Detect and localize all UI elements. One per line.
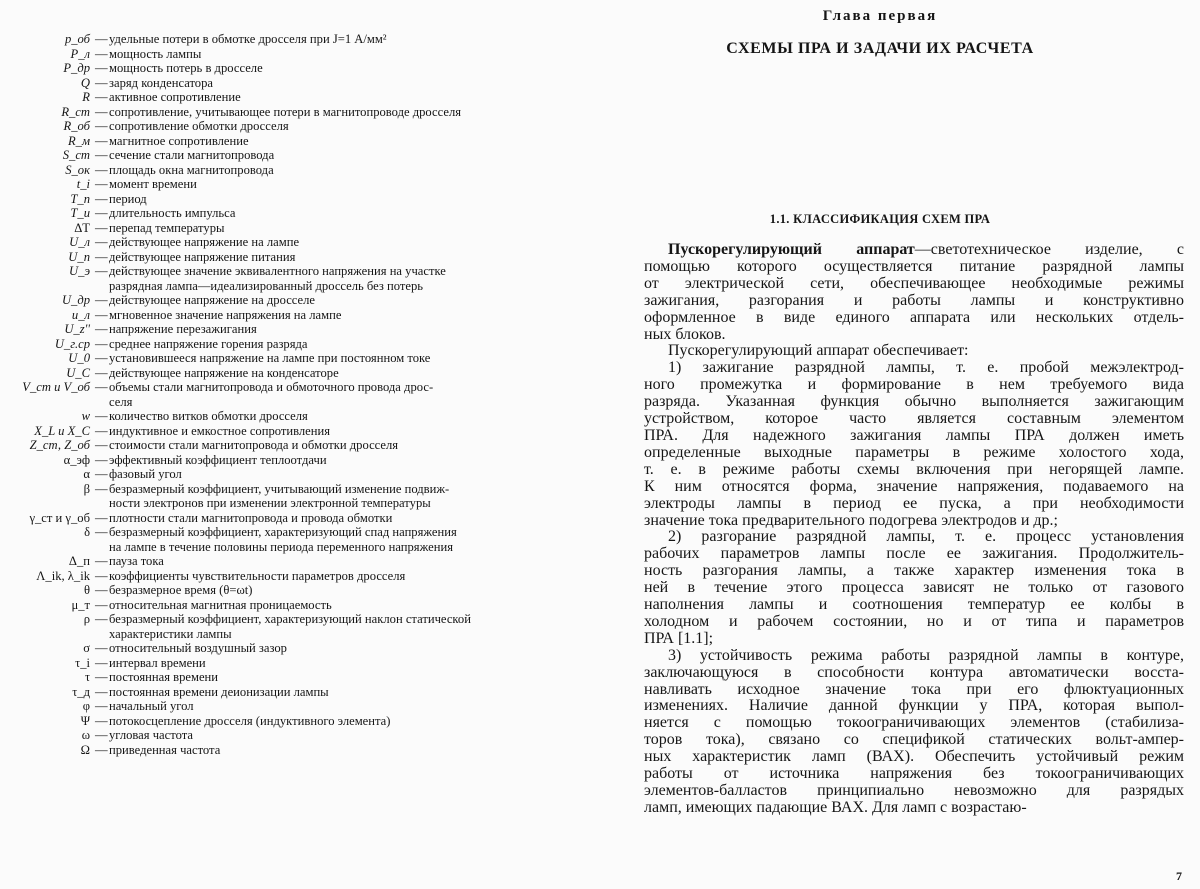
notation-symbol: X_L и X_C xyxy=(34,423,90,438)
notation-description: стоимости стали магнитопровода и обмотки дросселя xyxy=(109,438,399,452)
body-line: ного промежутка и формирование в нем требуемого вида xyxy=(644,376,1184,394)
notation-row xyxy=(0,221,580,236)
notation-dash: — xyxy=(95,713,108,728)
notation-symbol: Ψ xyxy=(80,713,90,728)
notation-description: заряд конденсатора xyxy=(109,75,213,90)
section-title: 1.1. КЛАССИФИКАЦИЯ СХЕМ ПРА xyxy=(769,212,991,226)
notation-row xyxy=(0,351,580,366)
notation-symbol: R_м xyxy=(67,133,90,148)
notation-symbol: S_ст xyxy=(62,148,90,162)
notation-dash: — xyxy=(95,119,108,133)
notation-row xyxy=(0,105,580,120)
chapter-title: СХЕМЫ ПРА И ЗАДАЧИ ИХ РАСЧЕТА xyxy=(726,40,1034,57)
notation-description: фазовый угол xyxy=(109,467,182,481)
notation-symbol: U_др xyxy=(61,293,90,307)
notation-symbol: ω xyxy=(81,728,90,742)
notation-description: среднее напряжение горения разряда xyxy=(109,336,308,351)
body-line: устройством, которое часто является составным элементом xyxy=(644,410,1184,428)
notation-description: начальный угол xyxy=(109,699,194,713)
notation-dash: — xyxy=(95,322,108,336)
notation-symbol: U_э xyxy=(69,264,90,278)
term-bold: Пускорегулирующий аппарат xyxy=(668,241,915,258)
right-page xyxy=(600,0,1200,889)
notation-dash: — xyxy=(95,670,108,684)
notation-row xyxy=(0,525,580,554)
notation-row xyxy=(0,308,580,323)
notation-row xyxy=(0,598,580,613)
notation-description: безразмерный коэффициент, характеризующий спад напряжения на лампе в течение половины периода переменного напряжения xyxy=(109,525,457,554)
notation-row xyxy=(0,714,580,729)
notation-row xyxy=(0,728,580,743)
notation-symbol: R_об xyxy=(63,119,90,133)
notation-symbol: δ xyxy=(84,525,90,539)
body-line: ПРА. Для надежного зажигания лампы ПРА должен иметь xyxy=(644,426,1184,444)
body-line: торов тока), связано со спецификой статических вольт-ампер- xyxy=(644,731,1184,749)
notation-dash: — xyxy=(95,409,108,423)
notation-symbol: R_ст xyxy=(61,104,90,119)
notation-symbol: α xyxy=(83,467,90,481)
notation-row xyxy=(0,163,580,178)
notation-description: плотности стали магнитопровода и провода обмотки xyxy=(109,510,393,525)
notation-row xyxy=(0,47,580,62)
notation-symbol: β xyxy=(83,481,90,496)
notation-description: действующее напряжение на конденсаторе xyxy=(109,365,339,380)
notation-description: постоянная времени деионизации лампы xyxy=(109,684,329,699)
notation-dash: — xyxy=(95,307,108,322)
notation-description: количество витков обмотки дросселя xyxy=(109,409,308,423)
notation-dash: — xyxy=(95,728,108,742)
body-line: значение тока предварительного подогрева электродов и др.; xyxy=(644,511,1058,529)
notation-dash: — xyxy=(95,293,108,307)
notation-description: установившееся напряжение на лампе при постоянном токе xyxy=(109,351,431,365)
notation-row xyxy=(0,453,580,468)
notation-row xyxy=(0,380,580,409)
notation-symbol: τ_д xyxy=(72,684,90,699)
notation-dash: — xyxy=(95,525,108,539)
notation-symbol: p_об xyxy=(64,32,90,46)
notation-symbol: t_i xyxy=(76,177,90,191)
body-line: помощью которого осуществляется питание разрядной лампы xyxy=(644,257,1184,275)
notation-symbol: S_ок xyxy=(65,162,90,177)
body-line: оформленное в виде единого аппарата или нескольких отдель- xyxy=(644,308,1184,326)
notation-row xyxy=(0,192,580,207)
notation-dash: — xyxy=(95,162,108,177)
body-line: ных блоков. xyxy=(644,325,726,343)
body-line: ных характеристик ламп (ВАХ). Обеспечить устойчивый режим xyxy=(644,748,1184,766)
notation-description: сопротивление обмотки дросселя xyxy=(109,119,289,133)
body-line: наполнения лампы и соотношения температур ее колбы в xyxy=(644,596,1184,614)
notation-row xyxy=(0,177,580,192)
notation-row xyxy=(0,264,580,293)
notation-dash: — xyxy=(95,467,108,481)
notation-row xyxy=(0,670,580,685)
notation-symbol: V_ст и V_об xyxy=(22,380,90,394)
notation-row xyxy=(0,583,580,598)
body-line: разряда. Указанная функция обычно выполняется зажигающим xyxy=(644,393,1184,411)
notation-description: магнитное сопротивление xyxy=(109,133,249,148)
body-line: 2) разгорание разрядной лампы, т. е. процесс установления xyxy=(668,528,1184,546)
notation-dash: — xyxy=(95,612,108,626)
body-line: ламп, имеющих падающие ВАХ. Для ламп с возрастаю- xyxy=(644,798,1027,816)
body-line: няется с помощью токоограничивающих элементов (стабилиза- xyxy=(644,714,1184,732)
notation-description: действующее напряжение на лампе xyxy=(109,235,300,249)
notation-symbol: σ xyxy=(83,641,90,655)
notation-description: действующее напряжение на дросселе xyxy=(109,293,316,307)
body-line: определенные выходные параметры в режиме холостого хода, xyxy=(644,443,1184,461)
notation-row xyxy=(0,206,580,221)
body-line: К ним относятся форма, значение напряжения, подаваемого на xyxy=(644,477,1184,495)
notation-symbol: γ_ст и γ_об xyxy=(29,510,90,525)
body-line: ПРА [1.1]; xyxy=(644,629,714,647)
notation-description: действующее напряжение питания xyxy=(109,249,296,264)
notation-dash: — xyxy=(95,249,108,264)
notation-row xyxy=(0,511,580,526)
body-line: рабочих параметров лампы после ее зажигания. Продолжитель- xyxy=(644,545,1184,563)
notation-description: действующее значение эквивалентного напряжения на участке разрядная лампа—идеализированный дроссель без потерь xyxy=(109,264,446,293)
notation-row xyxy=(0,699,580,714)
notation-description: безразмерный коэффициент, характеризующий наклон статической характеристики лампы xyxy=(109,612,471,641)
notation-symbol: ΔT xyxy=(74,220,90,235)
body-line: 3) устойчивость режима работы разрядной лампы в контуре, xyxy=(668,646,1184,664)
body-line: работы от источника напряжения без токоограничивающих xyxy=(644,765,1184,783)
notation-dash: — xyxy=(95,90,108,104)
notation-dash: — xyxy=(95,206,108,220)
notation-symbol: Q xyxy=(80,75,90,90)
notation-row xyxy=(0,569,580,584)
notation-row xyxy=(0,76,580,91)
notation-description: безразмерный коэффициент, учитывающий изменение подвиж- ности электронов при изменении электронной температуры xyxy=(109,481,450,510)
notation-dash: — xyxy=(95,568,108,583)
body-line: 1) зажигание разрядной лампы, т. е. пробой межэлектрод- xyxy=(668,359,1184,377)
notation-symbol: U_п xyxy=(68,249,90,264)
notation-row xyxy=(0,409,580,424)
notation-symbol: R xyxy=(82,90,90,104)
notation-dash: — xyxy=(95,684,108,699)
notation-row xyxy=(0,743,580,758)
notation-description: относительный воздушный зазор xyxy=(109,641,287,655)
body-line: электроды лампы в период ее пуска, а при необходимости xyxy=(644,494,1184,512)
notation-row xyxy=(0,641,580,656)
notation-dash: — xyxy=(95,220,108,235)
notation-row xyxy=(0,656,580,671)
notation-description: длительность импульса xyxy=(109,206,236,220)
notation-symbol: U_z'' xyxy=(64,322,90,336)
notation-dash: — xyxy=(95,75,108,90)
notation-symbol: θ xyxy=(83,583,90,597)
notation-row xyxy=(0,424,580,439)
notation-description: безразмерное время (θ=ωt) xyxy=(109,583,253,597)
body-line-text: —светотехническое изделие, с xyxy=(914,241,1184,258)
notation-row xyxy=(0,148,580,163)
notation-row xyxy=(0,482,580,511)
notation-symbol: U_г.ср xyxy=(54,336,90,351)
notation-dash: — xyxy=(95,104,108,119)
body-text xyxy=(644,242,1184,817)
notation-row xyxy=(0,467,580,482)
notation-dash: — xyxy=(95,235,108,249)
notation-symbol: τ_i xyxy=(75,655,90,670)
notation-symbol: u_л xyxy=(71,307,90,322)
body-line: элементов-балластов принципиально невозможно для разрядых xyxy=(644,782,1184,799)
notation-dash: — xyxy=(95,597,108,612)
notation-dash: — xyxy=(95,438,108,452)
notation-symbol: U_л xyxy=(69,235,90,249)
notation-dash: — xyxy=(95,699,108,713)
notation-symbol: U_C xyxy=(66,365,90,380)
notation-list xyxy=(0,32,580,757)
notation-description: активное сопротивление xyxy=(109,90,241,104)
notation-description: приведенная частота xyxy=(109,742,221,757)
body-line: заключающуюся в способности контура автоматически восста- xyxy=(644,663,1184,681)
notation-dash: — xyxy=(95,191,108,206)
notation-row xyxy=(0,134,580,149)
notation-dash: — xyxy=(95,481,108,496)
notation-dash: — xyxy=(95,554,108,568)
body-line: т. е. в режиме работы схемы включения при негорящей лампе. xyxy=(644,460,1184,478)
notation-row xyxy=(0,685,580,700)
notation-dash: — xyxy=(95,133,108,148)
page-number: 7 xyxy=(1176,869,1182,883)
notation-description: угловая частота xyxy=(109,728,193,742)
notation-row xyxy=(0,438,580,453)
body-line: от электрической сети, обеспечивающее необходимые режимы xyxy=(644,274,1184,292)
notation-row xyxy=(0,250,580,265)
notation-dash: — xyxy=(95,336,108,351)
notation-symbol: Λ_ik, λ_ik xyxy=(36,568,90,583)
body-line: Пускорегулирующий аппарат обеспечивает: xyxy=(668,342,969,360)
notation-dash: — xyxy=(95,177,108,191)
notation-dash: — xyxy=(95,264,108,278)
notation-description: мощность лампы xyxy=(109,46,202,61)
notation-symbol: T_и xyxy=(70,206,90,220)
notation-row xyxy=(0,119,580,134)
notation-row xyxy=(0,235,580,250)
notation-symbol: Z_ст, Z_об xyxy=(29,438,90,452)
notation-description: интервал времени xyxy=(109,655,206,670)
notation-dash: — xyxy=(95,32,108,46)
notation-symbol: ρ xyxy=(83,612,90,626)
notation-description: потокосцепление дросселя (индуктивного элемента) xyxy=(109,713,391,728)
notation-row xyxy=(0,293,580,308)
body-line: навливать исходное значение тока при его флюктуационных xyxy=(644,680,1184,698)
notation-description: постоянная времени xyxy=(109,670,219,684)
notation-dash: — xyxy=(95,510,108,525)
notation-symbol: U_0 xyxy=(68,351,90,365)
notation-description: период xyxy=(109,191,147,206)
notation-row xyxy=(0,90,580,105)
body-line: ней в течение этого процесса зависят не только от газового xyxy=(644,579,1184,597)
notation-dash: — xyxy=(95,583,108,597)
notation-dash: — xyxy=(95,148,108,162)
notation-description: относительная магнитная проницаемость xyxy=(109,597,332,612)
notation-symbol: Ω xyxy=(80,742,90,757)
chapter-label: Глава первая xyxy=(822,8,938,24)
notation-description: сечение стали магнитопровода xyxy=(109,148,275,162)
notation-dash: — xyxy=(95,380,108,394)
body-line: ность разгорания лампы, а также характер изменения тока в xyxy=(644,562,1184,580)
notation-dash: — xyxy=(95,423,108,438)
notation-description: пауза тока xyxy=(109,554,164,568)
notation-description: удельные потери в обмотке дросселя при J=1 А/мм² xyxy=(109,32,387,46)
notation-dash: — xyxy=(95,742,108,757)
notation-description: площадь окна магнитопровода xyxy=(109,162,274,177)
notation-row xyxy=(0,322,580,337)
notation-description: сопротивление, учитывающее потери в магнитопроводе дросселя xyxy=(109,104,462,119)
body-line xyxy=(644,242,1184,259)
notation-description: индуктивное и емкостное сопротивления xyxy=(109,423,331,438)
notation-dash: — xyxy=(95,365,108,380)
notation-description: момент времени xyxy=(109,177,197,191)
notation-row xyxy=(0,554,580,569)
notation-description: мгновенное значение напряжения на лампе xyxy=(109,307,342,322)
notation-symbol: μ_т xyxy=(71,597,90,612)
notation-row xyxy=(0,612,580,641)
notation-symbol: w xyxy=(81,409,90,423)
notation-row xyxy=(0,366,580,381)
notation-description: перепад температуры xyxy=(109,220,225,235)
notation-description: напряжение перезажигания xyxy=(109,322,257,336)
notation-row xyxy=(0,61,580,76)
notation-dash: — xyxy=(95,641,108,655)
notation-dash: — xyxy=(95,351,108,365)
notation-symbol: P_др xyxy=(63,61,90,75)
body-line: зажигания, разгорания и работы лампы и конструктивно xyxy=(644,291,1184,309)
notation-dash: — xyxy=(95,61,108,75)
notation-symbol: α_эф xyxy=(63,452,90,467)
notation-description: коэффициенты чувствительности параметров дросселя xyxy=(109,568,406,583)
notation-symbol: P_л xyxy=(70,46,90,61)
notation-symbol: Δ_п xyxy=(68,554,90,568)
notation-dash: — xyxy=(95,452,108,467)
body-line: холодном и рабочем состоянии, но и от типа и параметров xyxy=(644,612,1184,630)
notation-symbol: T_п xyxy=(70,191,90,206)
notation-dash: — xyxy=(95,46,108,61)
notation-dash: — xyxy=(95,655,108,670)
notation-symbol: τ xyxy=(84,670,90,684)
notation-description: объемы стали магнитопровода и обмоточного провода дрос- селя xyxy=(109,380,434,409)
notation-row xyxy=(0,32,580,47)
notation-description: эффективный коэффициент теплоотдачи xyxy=(109,452,327,467)
body-line: изменениях. Наличие данной функции у ПРА, которая выпол- xyxy=(644,697,1184,715)
notation-symbol: φ xyxy=(82,699,90,713)
notation-row xyxy=(0,337,580,352)
notation-description: мощность потерь в дросселе xyxy=(109,61,263,75)
